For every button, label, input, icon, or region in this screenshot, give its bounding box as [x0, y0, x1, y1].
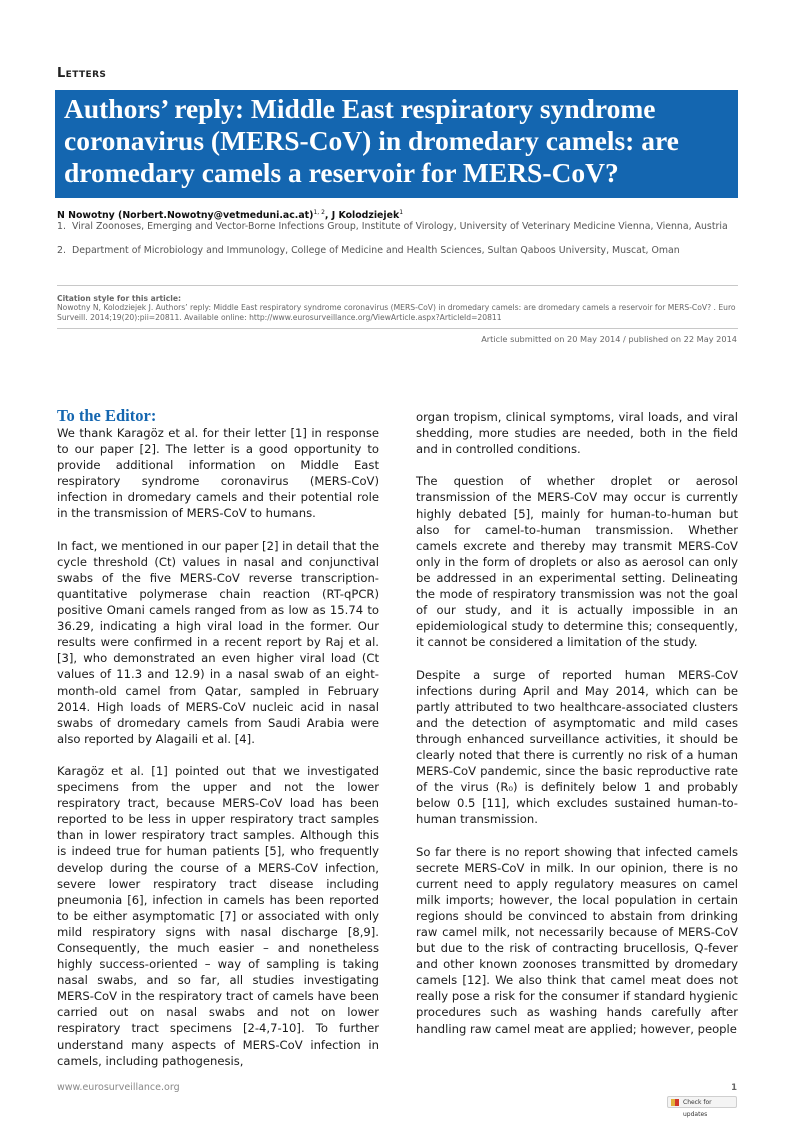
check-updates-button[interactable]	[667, 1096, 737, 1118]
author-line	[57, 209, 747, 221]
divider	[57, 328, 738, 329]
affiliation-text: Department of Microbiology and Immunology, College of Medicine and Health Sciences, Sultan Qaboos University, Muscat, Oman	[72, 245, 680, 256]
affiliation-number: 2.	[57, 245, 66, 256]
author-1[interactable]: N Nowotny (Norbert.Nowotny@vetmeduni.ac.at)	[57, 210, 314, 222]
paragraph: organ tropism, clinical symptoms, viral loads, and viral shedding, more studies are needed, both in the field and in controlled conditions.	[416, 410, 738, 457]
article-title: Authors’ reply: Middle East respiratory syndrome coronavirus (MERS-CoV) in dromedary camels: are dromedary camels a reservoir for MERS-CoV?	[64, 93, 679, 188]
divider	[57, 285, 738, 286]
author-1-affil: 1, 2	[313, 209, 325, 216]
paragraph: So far there is no report showing that infected camels secrete MERS-CoV in milk. In our opinion, there is no current need to apply regulatory measures on camel milk imports; however, the local population in certain regions should be convinced to abstain from drinking raw camel milk, not necessarily because of MERS-CoV but due to the risk of contracting brucellosis, Q-fever and other known zoonoses transmitted by dromedary camels [12]. We also think that camel meat does not really pose a risk for the consumer if standard hygienic procedures such as washing hands carefully after handling raw camel meat are applied; however, people	[416, 844, 738, 1036]
citation-heading: Citation style for this article:	[57, 294, 182, 303]
footer-url[interactable]: www.eurosurveillance.org	[57, 1082, 180, 1093]
submission-dates: Article submitted on 20 May 2014 / published on 22 May 2014	[481, 334, 737, 344]
paragraph: Karagöz et al. [1] pointed out that we investigated specimens from the upper and not the lower respiratory tract, because MERS-CoV load has been reported to be less in upper respiratory tract samples than in lower respiratory tract samples. Although this is indeed true for human patients [5], who frequently develop during the course of a MERS-CoV infection, severe lower respiratory tract disease including pneumonia [6], infection in camels has been reported to be either asymptomatic [7] or associated with only mild respiratory signs with nasal discharge [8,9]. Consequently, the much easier – and nonetheless highly success-oriented – way of sampling is taking nasal swabs, and so far, all studies investigating MERS-CoV in the respiratory tract of camels have been carried out on nasal swabs and not on lower respiratory tract specimens [2-4,7-10]. To further understand many aspects of MERS-CoV infection in camels, including pathogenesis,	[57, 763, 379, 1068]
affiliation-2	[57, 245, 737, 256]
crossmark-icon	[671, 1099, 679, 1106]
author-2-affil: 1	[399, 209, 404, 216]
right-column	[416, 409, 738, 1053]
page-number: 1	[731, 1083, 737, 1093]
body-heading: To the Editor:	[57, 406, 157, 425]
section-label: Letters	[57, 66, 107, 81]
affiliation-number: 1.	[57, 221, 66, 232]
author-separator: ,	[324, 210, 332, 222]
paragraph: We thank Karagöz et al. for their letter [1] in response to our paper [2]. The letter is a good opportunity to provide additional information on Middle East respiratory syndrome coronavirus (MERS-CoV) infection in dromedary camels and their potential role in the transmission of MERS-CoV to humans.	[57, 426, 379, 521]
citation-text[interactable]: Nowotny N, Kolodziejek J. Authors’ reply: Middle East respiratory syndrome coronavirus (MERS-CoV) in dromedary camels: are dromedary camels a reservoir for MERS-CoV? . Euro Surveill. 2014;19(20):pii=20811. Available online: http://www.eurosurveillance.org/ViewArticle.aspx?ArticleId=20811	[57, 303, 736, 322]
affiliation-1	[57, 221, 737, 232]
left-column	[57, 407, 379, 1085]
affiliation-text: Viral Zoonoses, Emerging and Vector-Borne Infections Group, Institute of Virology, University of Veterinary Medicine Vienna, Vienna, Austria	[72, 221, 728, 232]
paragraph: Despite a surge of reported human MERS-CoV infections during April and May 2014, which can be partly attributed to two healthcare-associated clusters and the detection of asymptomatic and mild cases through enhanced surveillance activities, it should be clearly noted that there is currently no risk of a human MERS-CoV pandemic, since the basic reproductive rate of the virus (R₀) is definitely below 1 and probably below 0.5 [11], which excludes sustained human-to-human transmission.	[416, 667, 738, 827]
paragraph: The question of whether droplet or aerosol transmission of the MERS-CoV may occur is currently highly debated [5], mainly for human-to-human but also for camel-to-human transmission. Whether camels excrete and thereby may transmit MERS-CoV only in the form of droplets or also as aerosol can only be addressed in an experimental setting. Delineating the mode of respiratory transmission was not the goal of our study, and it is actually impossible in an epidemiological study to determine this; consequently, it cannot be considered a limitation of the study.	[416, 474, 738, 650]
author-2: J Kolodziejek	[331, 210, 400, 222]
paragraph: In fact, we mentioned in our paper [2] in detail that the cycle threshold (Ct) values in nasal and conjunctival swabs of the five MERS-CoV reverse transcription-quantitative polymerase chain reaction (RT-qPCR) positive Omani camels ranged from as low as 15.74 to 36.29, indicating a high viral load in the former. Our results were confirmed in a recent report by Raj et al. [3], who demonstrated an even higher viral load (Ct values of 11.3 and 12.9) in a nasal swab of an eight-month-old camel from Qatar, sampled in February 2014. High loads of MERS-CoV nucleic acid in nasal swabs of dromedary camels from Saudi Arabia were also reported by Alagaili et al. [4].	[57, 538, 379, 746]
check-updates-label: Check for updates	[683, 1099, 712, 1118]
title-banner	[55, 90, 738, 198]
